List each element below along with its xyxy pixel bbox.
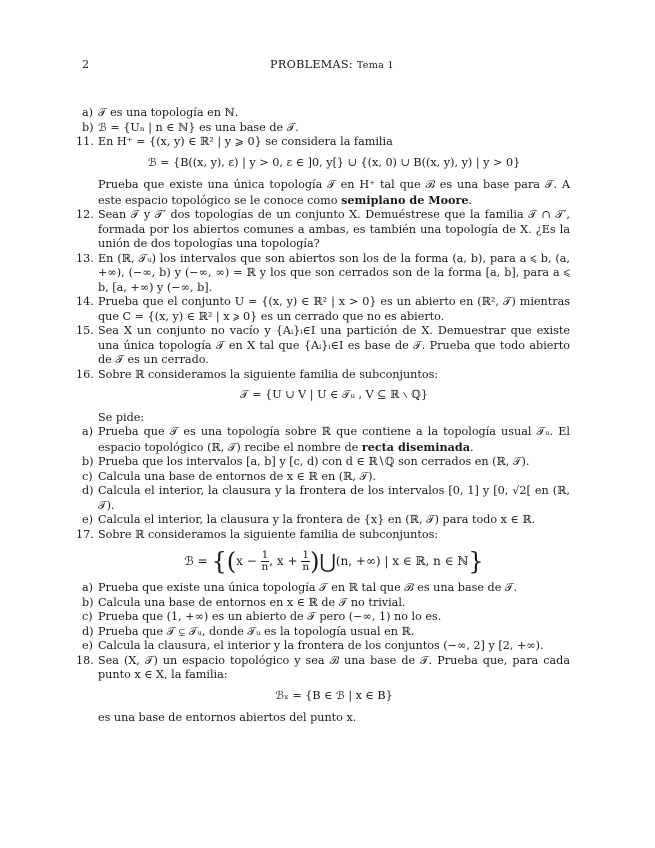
problem-13: 13. En (ℝ, 𝒯ᵤ) los intervalos que son abiertos son los de la forma (a, b), para a ⩽ b, (a, +∞), (−∞, b) y (−∞, ∞) = ℝ y los que son cerrados son de la forma [a, b], para a ⩽ b, [a, +∞) y (−∞, b]. [76,251,570,294]
term-semiplano-moore: semiplano de Moore [341,192,469,207]
problem-17-item-e: e) Calcula la clausura, el interior y la frontera de los conjuntos (−∞, 2] y [2, +∞). [82,639,544,652]
fraction-one-over-n: $\frac{1}{n}$ [261,549,269,573]
problem-17-item-b: b) Calcula una base de entornos en x ∈ ℝ de 𝒯 no trivial. [82,595,406,609]
problem-17-item-c: c) Prueba que (1, +∞) es un abierto de 𝒯 pero (−∞, 1) no lo es. [82,610,442,623]
term-recta-diseminada: recta diseminada [361,439,470,454]
problem-16-equation: 𝒯 = {U ∪ V | U ∈ 𝒯ᵤ , V ⊆ ℝ ∖ ℚ} [240,388,428,401]
problem-18-equation: ℬₓ = {B ∈ ℬ | x ∈ B} [275,688,393,702]
running-title [82,58,582,74]
problem-17-item-a: a) Prueba que existe una única topología 𝒯 en ℝ tal que ℬ es una base de 𝒯. [82,581,518,594]
problem-14: 14. Prueba que el conjunto U = {(x, y) ∈ ℝ² | x > 0} es un abierto en (ℝ², 𝒯) mientras que C = {(x, y) ∈ ℝ² | x ⩾ 0} es un cerrado que no es abierto. [76,295,570,323]
page-header [82,58,582,74]
problem-10-item-b: b) ℬ = {Uₙ | n ∈ ℕ} es una base de 𝒯. [82,120,299,134]
problem-18: 18. Sea (X, 𝒯) un espacio topológico y sea ℬ una base de 𝒯. Prueba que, para cada punto x ∈ X, la familia: ℬₓ = {B ∈ ℬ | x ∈ B} es una base de entornos abiertos del punto x. [76,653,570,724]
running-title-small: Tema 1 [356,60,394,71]
problem-16-item-c: c) Calcula una base de entornos de x ∈ ℝ en (ℝ, 𝒯). [82,469,376,483]
problem-11-equation: ℬ = {B((x, y), ε) | y > 0, ε ∈ ]0, y[} ∪ {(x, 0) ∪ B((x, y), y) | y > 0} [147,155,521,169]
problem-list [76,106,570,726]
problem-16-item-b: b) Prueba que los intervalos [a, b] y [c, d) con d ∈ ℝ∖ℚ son cerrados en (ℝ, 𝒯). [82,455,530,468]
problem-16-item-e: e) Calcula el interior, la clausura y la frontera de {x} en (ℝ, 𝒯) para todo x ∈ ℝ. [82,513,536,526]
problem-16: 16. Sobre ℝ consideramos la siguiente familia de subconjuntos: 𝒯 = {U ∪ V | U ∈ 𝒯ᵤ , V ⊆ ℝ ∖ ℚ} Se pide: a) Prueba que 𝒯 es una topología sobre ℝ que contiene a la topología usual 𝒯ᵤ. El espacio topológico (ℝ, 𝒯) recibe el nombre de recta diseminada. b) Prueba que los intervalos [a, b] y [c, d) con d ∈ ℝ∖ℚ son cerrados en (ℝ, 𝒯). c) Calcula una base de entornos de x ∈ ℝ en (ℝ, 𝒯). d) Calcula el interior, la clausura y la frontera de los intervalos [0, 1] y [0, √2[ en (ℝ, 𝒯). e) Calcula el interior, la clausura y la frontera de {x} en (ℝ, 𝒯) para todo x ∈ ℝ. [76,367,570,526]
problem-10-item-a: a) 𝒯 es una topología en ℕ. [82,106,239,119]
running-title-main: PROBLEMAS: [270,58,353,71]
page-number: 2 [82,58,90,71]
problem-17-equation: ℬ = {(x − $\frac{1}{n}$ , x + $\frac{1}{n}$ )⋃(n, +∞) | x ∈ ℝ, n ∈ ℕ} [184,547,484,576]
fraction-one-over-n: $\frac{1}{n}$ [302,549,310,573]
problem-16-item-a: a) Prueba que 𝒯 es una topología sobre ℝ que contiene a la topología usual 𝒯ᵤ. El espacio topológico (ℝ, 𝒯) recibe el nombre de recta diseminada. [82,425,570,454]
problem-12: 12. Sean 𝒯 y 𝒯′ dos topologías de un conjunto X. Demuéstrese que la familia 𝒯 ∩ 𝒯′, formada por los abiertos comunes a ambas, es también una topología de X. ¿Es la unión de dos topologías una topología? [76,208,570,250]
problem-17-item-d: d) Prueba que 𝒯 ⊊ 𝒯ᵤ, donde 𝒯ᵤ es la topología usual en ℝ. [82,624,415,638]
problem-15: 15. Sea X un conjunto no vacío y {Aᵢ}ᵢ∈I una partición de X. Demuestrar que existe una única topología 𝒯 en X tal que {Aᵢ}ᵢ∈I es base de 𝒯. Prueba que todo abierto de 𝒯 es un cerrado. [76,324,570,366]
problem-17: 17. Sobre ℝ consideramos la siguiente familia de subconjuntos: ℬ = {(x − $\frac{1}{n}$ , x + $\frac{1}{n}$ )⋃(n, +∞) | x ∈ ℝ, n ∈ ℕ} a) Prueba que existe una única topología 𝒯 en ℝ tal que ℬ es una base de 𝒯. b) Calcula una base de entornos en x ∈ ℝ de 𝒯 no trivial. c) Prueba que (1, +∞) es un abierto de 𝒯 pero (−∞, 1) no lo es. d) Prueba que 𝒯 ⊊ 𝒯ᵤ, donde 𝒯ᵤ es la topología usual en ℝ. e) Calcula la clausura, el interior y la frontera de los conjuntos (−∞, 2] y [2, +∞). [98,528,570,654]
problem-11: 11. En H⁺ = {(x, y) ∈ ℝ² | y ⩾ 0} se considera la familia ℬ = {B((x, y), ε) | y > 0, ε ∈ ]0, y[} ∪ {(x, 0) ∪ B((x, y), y) | y > 0} Prueba que existe una única topología 𝒯 en H⁺ tal que ℬ es una base para 𝒯. A este espacio topológico se le conoce como semiplano de Moore. [76,135,570,207]
problem-16-item-d: d) Calcula el interior, la clausura y la frontera de los intervalos [0, 1] y [0, √2[ en (ℝ, 𝒯). [82,484,570,512]
